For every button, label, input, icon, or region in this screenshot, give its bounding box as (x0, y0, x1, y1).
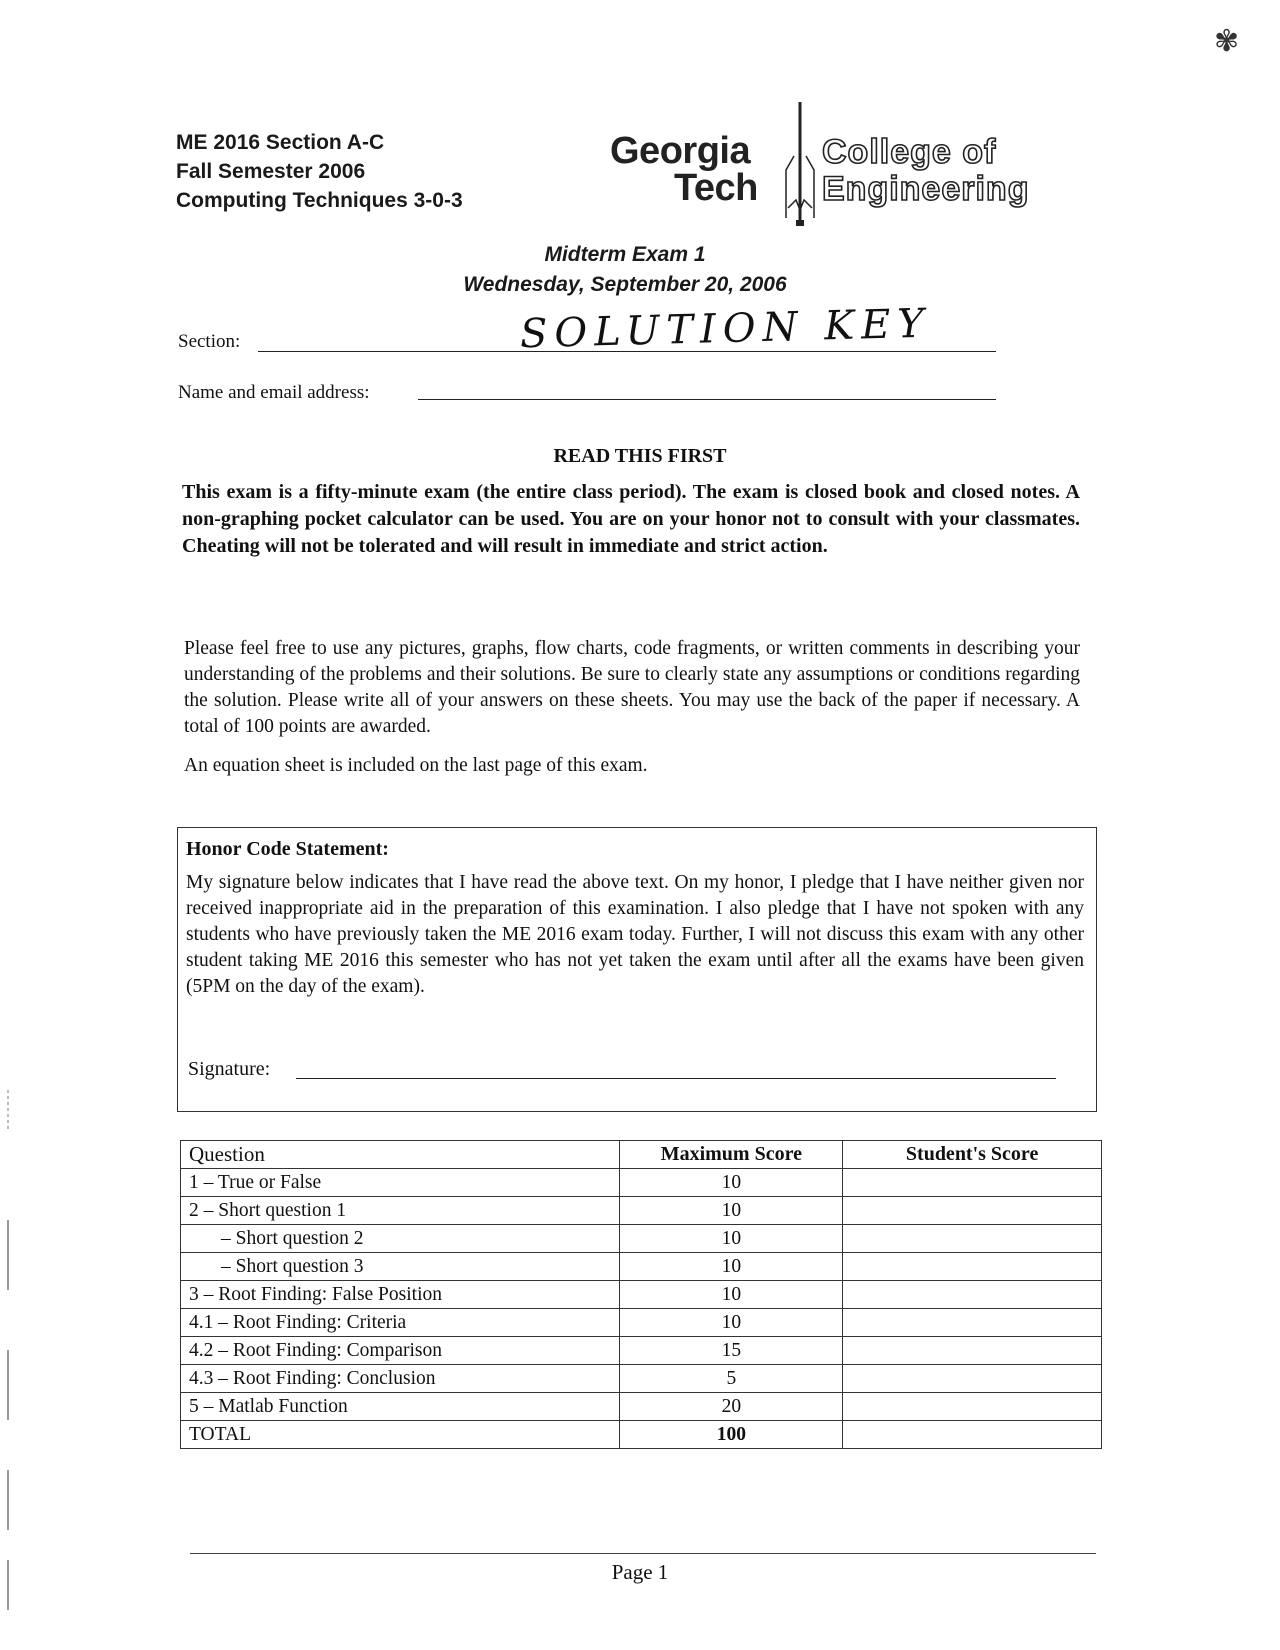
student-score-cell (843, 1281, 1102, 1309)
exam-date: Wednesday, September 20, 2006 (463, 273, 787, 296)
score-table (180, 1140, 1102, 1449)
answer-guidance-paragraph: Please feel free to use any pictures, graphs, flow charts, code fragments, or written comments in describing your understanding of the problems and their solutions. Be sure to clearly state any assumptions or conditions regarding the solution. Please write all of your answers on these sheets. You may use the back of the paper if necessary. A total of 100 points are awarded. (184, 638, 1080, 737)
equation-sheet-note: An equation sheet is included on the last page of this exam. (184, 755, 648, 776)
course-line-2: Fall Semester 2006 (176, 160, 366, 183)
question-cell: – Short question 2 (181, 1225, 620, 1253)
logo-engineering-text: Engineering (822, 170, 1030, 208)
question-cell: TOTAL (181, 1421, 620, 1449)
table-row (181, 1169, 1102, 1197)
header-maximum-score: Maximum Score (620, 1141, 843, 1169)
max-score-cell: 10 (620, 1309, 843, 1337)
max-score-cell: 10 (620, 1169, 843, 1197)
question-cell: 4.2 – Root Finding: Comparison (181, 1337, 620, 1365)
exam-title-block (420, 240, 830, 300)
table-row (181, 1197, 1102, 1225)
exam-title: Midterm Exam 1 (544, 243, 706, 266)
scan-margin-marks (6, 1090, 10, 1610)
student-score-cell (843, 1169, 1102, 1197)
student-score-cell (843, 1253, 1102, 1281)
table-row (181, 1337, 1102, 1365)
signature-label: Signature: (188, 1058, 271, 1080)
question-cell: 4.3 – Root Finding: Conclusion (181, 1365, 620, 1393)
question-cell: 5 – Matlab Function (181, 1393, 620, 1421)
student-score-cell (843, 1309, 1102, 1337)
logo-college-of-text: College of (822, 133, 997, 171)
header-students-score: Student's Score (843, 1141, 1102, 1169)
question-cell: 2 – Short question 1 (181, 1197, 620, 1225)
question-cell: – Short question 3 (181, 1253, 620, 1281)
course-header (176, 128, 463, 215)
table-row (181, 1393, 1102, 1421)
page-number: Page 1 (611, 1560, 669, 1584)
student-score-cell (843, 1197, 1102, 1225)
table-row (181, 1225, 1102, 1253)
max-score-cell: 15 (620, 1337, 843, 1365)
name-email-line (418, 399, 996, 400)
honor-code-text: My signature below indicates that I have read the above text. On my honor, I pledge that I have neither given nor received inappropriate aid in the preparation of this examination. I also pledge that I have not spoken with any students who have previously taken the ME 2016 exam today. Further, I will not discuss this exam with any other student taking ME 2016 this semester who has not yet taken the exam until after all the exams have been given (5PM on the day of the exam). (186, 872, 1084, 997)
table-row (181, 1309, 1102, 1337)
georgia-tech-logo (610, 100, 1090, 235)
section-handwritten-value: SOLUTION KEY (519, 300, 932, 358)
header-question: Question (181, 1141, 620, 1169)
exam-rules-paragraph: This exam is a fifty-minute exam (the entire class period). The exam is closed book and closed notes. A non-graphing pocket calculator can be used. You are on your honor not to consult with your classmates. Cheating will not be tolerated and will result in immediate and strict action. (182, 481, 1080, 557)
student-score-cell (843, 1421, 1102, 1449)
honor-code-title: Honor Code Statement: (186, 838, 389, 860)
student-score-cell (843, 1225, 1102, 1253)
table-row (181, 1365, 1102, 1393)
student-score-cell (843, 1365, 1102, 1393)
max-score-cell: 20 (620, 1393, 843, 1421)
signature-line (296, 1078, 1056, 1079)
max-score-cell: 10 (620, 1225, 843, 1253)
max-score-cell: 10 (620, 1281, 843, 1309)
question-cell: 3 – Root Finding: False Position (181, 1281, 620, 1309)
logo-tech-text: Tech (674, 167, 758, 209)
score-table-header (181, 1141, 1102, 1169)
max-score-cell: 100 (620, 1421, 843, 1449)
course-line-3: Computing Techniques 3-0-3 (176, 189, 463, 212)
table-row (181, 1253, 1102, 1281)
max-score-cell: 5 (620, 1365, 843, 1393)
read-this-first-heading: READ THIS FIRST (553, 445, 727, 467)
max-score-cell: 10 (620, 1197, 843, 1225)
table-row-total (181, 1421, 1102, 1449)
student-score-cell (843, 1393, 1102, 1421)
course-line-1: ME 2016 Section A-C (176, 131, 385, 154)
footer-rule (190, 1553, 1096, 1554)
question-cell: 4.1 – Root Finding: Criteria (181, 1309, 620, 1337)
logo-tower-icon (786, 102, 814, 226)
name-email-label: Name and email address: (178, 382, 370, 403)
corner-mark-icon: ✾ (1214, 25, 1240, 58)
student-score-cell (843, 1337, 1102, 1365)
question-cell: 1 – True or False (181, 1169, 620, 1197)
logo-georgia-text: Georgia (610, 130, 751, 172)
max-score-cell: 10 (620, 1253, 843, 1281)
section-label: Section: (178, 331, 241, 352)
table-row (181, 1281, 1102, 1309)
